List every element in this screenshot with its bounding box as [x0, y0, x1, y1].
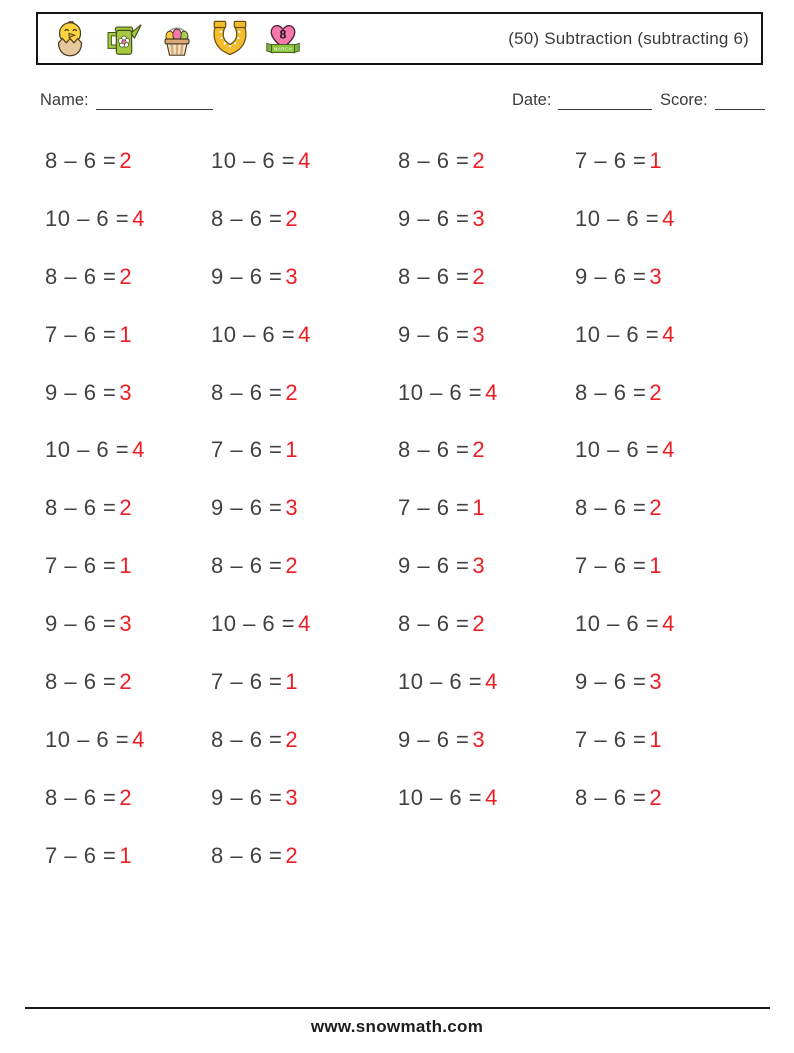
- problem-expression: 10 – 6 =: [211, 321, 296, 347]
- problem-answer: 3: [285, 495, 299, 521]
- problem: [575, 147, 761, 205]
- problem: [398, 610, 575, 668]
- watering-can-icon: [103, 18, 145, 60]
- problem-expression: 9 – 6 =: [398, 726, 470, 752]
- problem-expression: 9 – 6 =: [211, 495, 283, 521]
- problem-expression: 7 – 6 =: [398, 495, 470, 521]
- problem-expression: 8 – 6 =: [45, 148, 117, 173]
- problem-answer: 4: [132, 437, 145, 463]
- name-field: [40, 91, 213, 110]
- problem: [211, 436, 398, 494]
- problem-expression: 8 – 6 =: [575, 784, 647, 810]
- problem: [45, 726, 211, 784]
- problem-expression: 8 – 6 =: [45, 669, 117, 695]
- problem-answer: 4: [662, 205, 675, 231]
- problem-answer: 1: [119, 842, 133, 868]
- march-banner-label: MARCH: [273, 45, 293, 51]
- problem: [211, 842, 398, 900]
- problem-answer: 3: [119, 379, 133, 405]
- problem: [211, 726, 398, 784]
- problem: [211, 552, 398, 610]
- problem: [575, 436, 761, 494]
- problem-expression: 8 – 6 =: [45, 495, 117, 521]
- problem-expression: 7 – 6 =: [575, 726, 647, 752]
- header-box: [36, 12, 763, 65]
- worksheet-title: (50) Subtraction (subtracting 6): [508, 28, 749, 48]
- problem-expression: 7 – 6 =: [575, 148, 647, 173]
- problem-expression: 10 – 6 =: [575, 205, 660, 231]
- problem-expression: 7 – 6 =: [45, 553, 117, 579]
- problem-answer: 1: [649, 553, 663, 579]
- problem: [398, 726, 575, 784]
- problem-expression: 9 – 6 =: [211, 263, 283, 289]
- problem: [575, 726, 761, 784]
- problem-expression: 10 – 6 =: [211, 148, 296, 173]
- problem-answer: 1: [649, 148, 663, 173]
- problem: [575, 321, 761, 379]
- problem-expression: 7 – 6 =: [211, 437, 283, 463]
- problem: [211, 205, 398, 263]
- problem: [45, 263, 211, 321]
- score-label: Score:: [660, 91, 708, 109]
- problem: [575, 668, 761, 726]
- problem-answer: 1: [285, 669, 299, 695]
- problem: [398, 379, 575, 437]
- problem: [398, 205, 575, 263]
- problem: [45, 321, 211, 379]
- problem: [45, 147, 211, 205]
- problem: [398, 436, 575, 494]
- problem-expression: 9 – 6 =: [45, 611, 117, 637]
- header-icons: [50, 17, 304, 61]
- problem-answer: 3: [472, 726, 486, 752]
- problem-answer: 4: [132, 205, 145, 231]
- problem: [45, 842, 211, 900]
- problem-expression: 9 – 6 =: [575, 669, 647, 695]
- problem-answer: 2: [472, 263, 486, 289]
- problem-answer: 3: [649, 669, 663, 695]
- problem-expression: 8 – 6 =: [398, 263, 470, 289]
- problem-expression: 9 – 6 =: [211, 784, 283, 810]
- horseshoe-icon: [209, 18, 251, 60]
- problem: [575, 205, 761, 263]
- problem-expression: 8 – 6 =: [211, 842, 283, 868]
- problem: [575, 784, 761, 842]
- name-label: Name:: [40, 91, 89, 109]
- problem-expression: 10 – 6 =: [398, 669, 483, 695]
- problem: [45, 552, 211, 610]
- problem: [211, 263, 398, 321]
- problem-expression: 8 – 6 =: [398, 611, 470, 637]
- problem: [575, 263, 761, 321]
- problem: [575, 552, 761, 610]
- problem-answer: 4: [485, 784, 498, 810]
- date-blank[interactable]: [558, 94, 652, 110]
- fields-row: [0, 91, 794, 115]
- problem: [398, 321, 575, 379]
- problem-expression: 8 – 6 =: [211, 205, 283, 231]
- problem: [398, 263, 575, 321]
- problem-expression: 10 – 6 =: [575, 321, 660, 347]
- problem-answer: 2: [285, 205, 299, 231]
- problem-answer: 3: [472, 553, 486, 579]
- problem-answer: 4: [298, 611, 311, 637]
- problem: [45, 436, 211, 494]
- problem-expression: 9 – 6 =: [398, 321, 470, 347]
- problem-answer: 2: [285, 842, 299, 868]
- problem-answer: 2: [472, 148, 486, 173]
- problem-expression: 8 – 6 =: [45, 784, 117, 810]
- problem-answer: 2: [119, 148, 133, 173]
- problem-expression: 7 – 6 =: [45, 842, 117, 868]
- score-field: [660, 91, 765, 110]
- problem-expression: 10 – 6 =: [45, 726, 130, 752]
- problem-answer: 3: [285, 263, 299, 289]
- problem: [211, 379, 398, 437]
- problems-grid: [45, 147, 761, 900]
- problem: [211, 784, 398, 842]
- problem-answer: 4: [485, 669, 498, 695]
- problem-expression: 7 – 6 =: [45, 321, 117, 347]
- problem: [211, 668, 398, 726]
- problem-expression: 9 – 6 =: [398, 205, 470, 231]
- problem-expression: 8 – 6 =: [45, 263, 117, 289]
- problem-answer: 4: [662, 321, 675, 347]
- problem: [575, 494, 761, 552]
- problem: [398, 784, 575, 842]
- problem-expression: 8 – 6 =: [575, 379, 647, 405]
- problem-expression: 8 – 6 =: [211, 553, 283, 579]
- problem-expression: 8 – 6 =: [575, 495, 647, 521]
- problem-expression: 10 – 6 =: [45, 437, 130, 463]
- problem-expression: 10 – 6 =: [575, 611, 660, 637]
- problem-answer: 2: [119, 784, 133, 810]
- problem-expression: 8 – 6 =: [211, 726, 283, 752]
- problem: [211, 494, 398, 552]
- date-field: [512, 91, 652, 110]
- footer-url[interactable]: www.snowmath.com: [310, 1017, 484, 1036]
- problem-answer: 3: [472, 205, 486, 231]
- problem-answer: 2: [119, 263, 133, 289]
- problem: [211, 610, 398, 668]
- problem: [398, 494, 575, 552]
- problem: [575, 379, 761, 437]
- problem-answer: 1: [472, 495, 486, 521]
- problem-expression: 8 – 6 =: [211, 379, 283, 405]
- problem-answer: 4: [132, 726, 145, 752]
- problem: [45, 205, 211, 263]
- problem-answer: 3: [649, 263, 663, 289]
- problem: [45, 379, 211, 437]
- problem-answer: 4: [662, 611, 675, 637]
- problem: [398, 147, 575, 205]
- easter-basket-icon: [156, 18, 198, 60]
- problem: [45, 784, 211, 842]
- problem-answer: 4: [662, 437, 675, 463]
- march-8-number: 8: [279, 27, 287, 42]
- problem: [398, 552, 575, 610]
- problem-expression: 8 – 6 =: [398, 148, 470, 173]
- problem-expression: 10 – 6 =: [211, 611, 296, 637]
- problem-expression: 7 – 6 =: [211, 669, 283, 695]
- problem-answer: 1: [649, 726, 663, 752]
- problem-answer: 1: [119, 553, 133, 579]
- problem: [211, 147, 398, 205]
- problem-answer: 2: [119, 669, 133, 695]
- problem-answer: 2: [285, 726, 299, 752]
- problem: [45, 610, 211, 668]
- problem-answer: 3: [472, 321, 486, 347]
- problem-answer: 2: [649, 495, 663, 521]
- problem-expression: 10 – 6 =: [45, 205, 130, 231]
- name-blank[interactable]: [96, 94, 213, 110]
- problem-expression: 10 – 6 =: [575, 437, 660, 463]
- problem-answer: 2: [472, 437, 486, 463]
- problem-expression: 9 – 6 =: [45, 379, 117, 405]
- problem-expression: 10 – 6 =: [398, 784, 483, 810]
- problem-answer: 1: [285, 437, 299, 463]
- problem-answer: 4: [298, 321, 311, 347]
- problem-expression: 8 – 6 =: [398, 437, 470, 463]
- problem: [398, 668, 575, 726]
- march-8-heart-icon: [262, 18, 304, 60]
- problem: [45, 668, 211, 726]
- problem-expression: 9 – 6 =: [398, 553, 470, 579]
- problem: [211, 321, 398, 379]
- problem-expression: 10 – 6 =: [398, 379, 483, 405]
- problem-answer: 2: [649, 784, 663, 810]
- problem-expression: 7 – 6 =: [575, 553, 647, 579]
- problem: [575, 610, 761, 668]
- problem-expression: 9 – 6 =: [575, 263, 647, 289]
- problem-answer: 3: [285, 784, 299, 810]
- problem-answer: 2: [472, 611, 486, 637]
- score-blank[interactable]: [715, 94, 765, 110]
- problem-answer: 4: [485, 379, 498, 405]
- footer-divider: [25, 1007, 770, 1009]
- problem-answer: 2: [285, 553, 299, 579]
- problem-answer: 1: [119, 321, 133, 347]
- problem-answer: 2: [119, 495, 133, 521]
- chick-in-egg-icon: [50, 18, 92, 60]
- problem-answer: 3: [119, 611, 133, 637]
- problem-answer: 2: [285, 379, 299, 405]
- problem-answer: 4: [298, 148, 311, 173]
- problem-answer: 2: [649, 379, 663, 405]
- problem: [45, 494, 211, 552]
- date-label: Date:: [512, 91, 552, 109]
